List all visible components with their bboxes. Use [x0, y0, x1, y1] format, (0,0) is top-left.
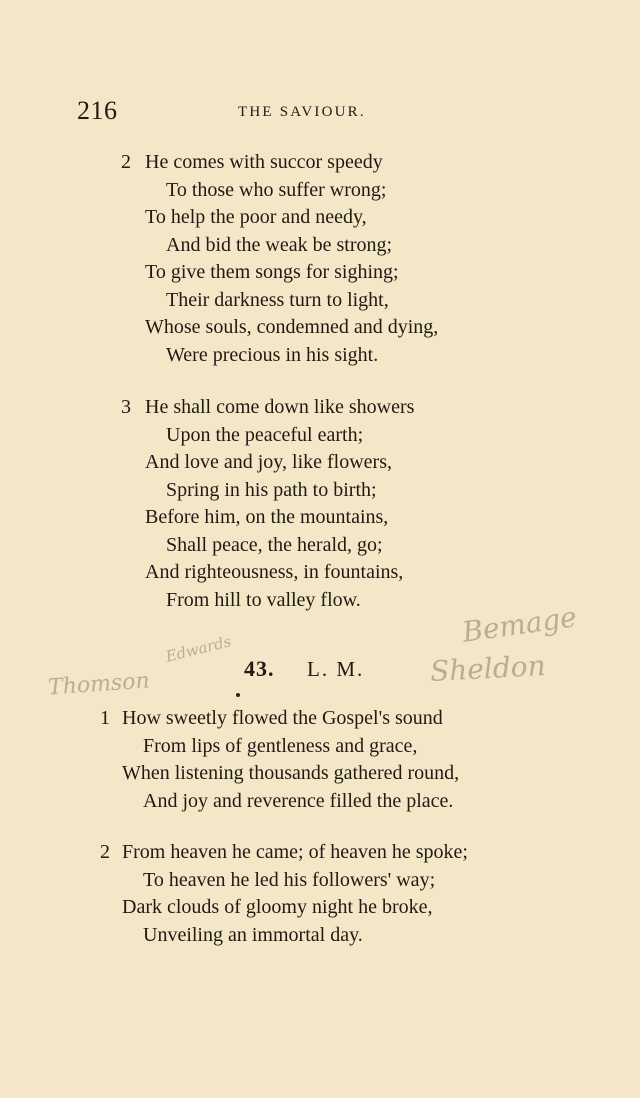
- verse-line: Were precious in his sight.: [166, 344, 379, 366]
- verse-line: Dark clouds of gloomy night he broke,: [122, 896, 433, 918]
- verse-line: Upon the peaceful earth;: [166, 424, 364, 446]
- verse-line: And love and joy, like flowers,: [145, 451, 392, 473]
- pencil-note-right-upper: Bemage: [460, 600, 579, 649]
- verse-line: From heaven he came; of heaven he spoke;: [122, 841, 468, 863]
- verse-line: Unveiling an immortal day.: [143, 924, 363, 946]
- verse-line: Spring in his path to birth;: [166, 479, 377, 501]
- stanza-number: 2: [121, 151, 131, 173]
- hymn-meter: L. M.: [307, 657, 365, 681]
- pencil-note-right-lower: Sheldon: [429, 648, 547, 689]
- stanza-number: 3: [121, 396, 131, 418]
- verse-line: To help the poor and needy,: [145, 206, 367, 228]
- stanza-number: 1: [100, 707, 110, 729]
- verse-line: To give them songs for sighing;: [145, 261, 399, 283]
- verse-line: To those who suffer wrong;: [166, 179, 387, 201]
- verse-line: He comes with succor speedy: [145, 151, 383, 173]
- stanza-number: 2: [100, 841, 110, 863]
- verse-line: From lips of gentleness and grace,: [143, 735, 418, 757]
- ink-speck: [236, 693, 240, 697]
- verse-line: Shall peace, the herald, go;: [166, 534, 383, 556]
- verse-line: He shall come down like showers: [145, 396, 415, 418]
- verse-line: From hill to valley flow.: [166, 589, 361, 611]
- running-head: THE SAVIOUR.: [238, 104, 366, 120]
- verse-line: When listening thousands gathered round,: [122, 762, 460, 784]
- page-number: 216: [77, 96, 118, 125]
- verse-line: To heaven he led his followers' way;: [143, 869, 436, 891]
- pencil-note-middle: Edwards: [163, 632, 233, 666]
- verse-line: Their darkness turn to light,: [166, 289, 389, 311]
- verse-line: Whose souls, condemned and dying,: [145, 316, 439, 338]
- verse-line: And righteousness, in fountains,: [145, 561, 404, 583]
- verse-line: How sweetly flowed the Gospel's sound: [122, 707, 443, 729]
- pencil-note-left: Thomson: [47, 668, 151, 701]
- hymn-number: 43.: [244, 656, 275, 681]
- verse-line: Before him, on the mountains,: [145, 506, 389, 528]
- verse-line: And joy and reverence filled the place.: [143, 790, 454, 812]
- verse-line: And bid the weak be strong;: [166, 234, 393, 256]
